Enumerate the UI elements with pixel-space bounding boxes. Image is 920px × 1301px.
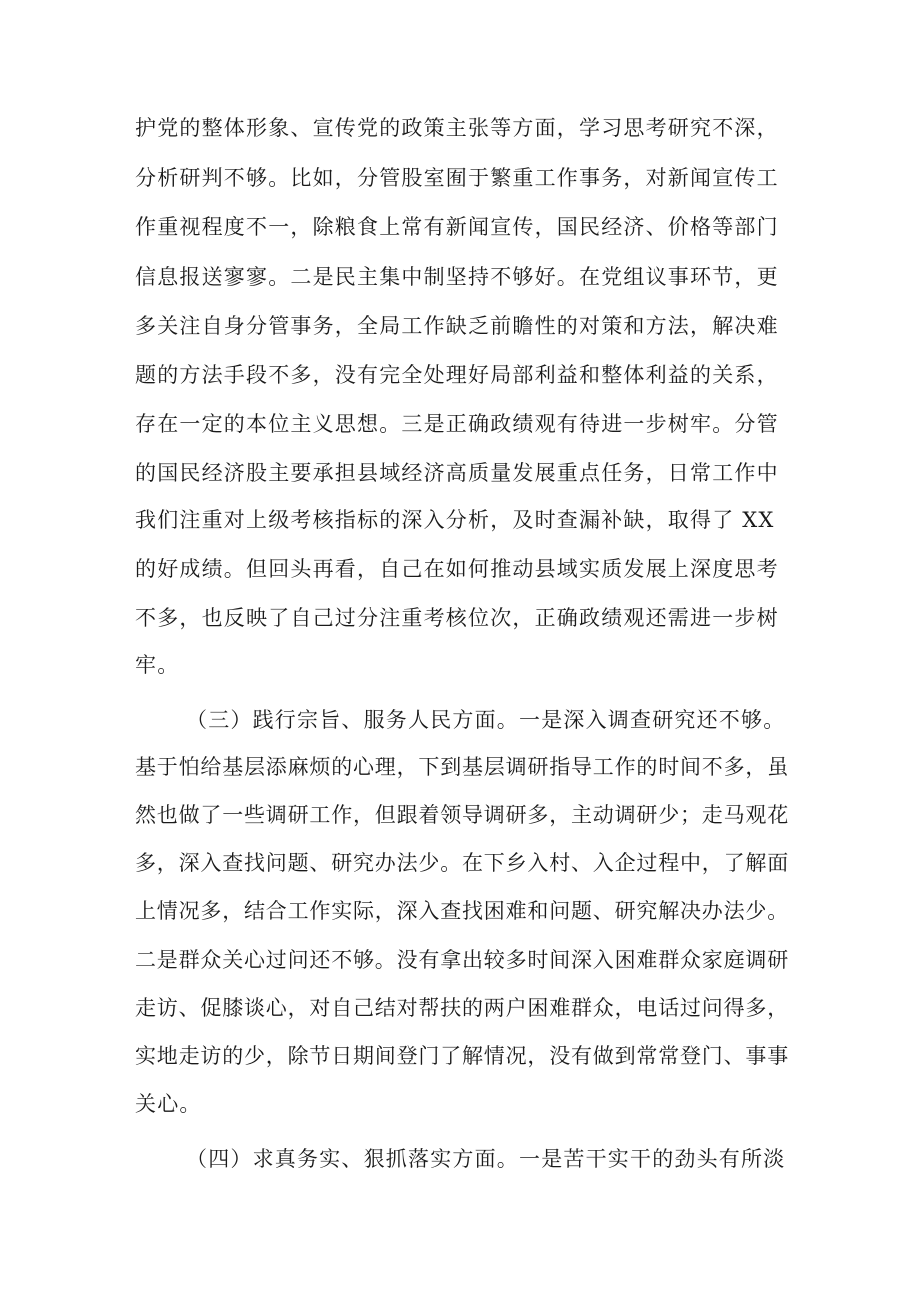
paragraph-line: 牢。 xyxy=(135,653,180,677)
paragraph-line: 分析研判不够。比如，分管股室囿于繁重工作事务，对新闻宣传工 xyxy=(135,166,779,190)
paragraph-line: 实地走访的少，除节日期间登门了解情况，没有做到常常登门、事事 xyxy=(135,1044,789,1068)
paragraph-line: 的好成绩。但回头再看，自己在如何推动县域实质发展上深度思考 xyxy=(135,557,779,581)
paragraph-line: 走访、促膝谈心，对自己结对帮扶的两户困难群众，电话过问得多， xyxy=(135,996,789,1020)
paragraph-line: 护党的整体形象、宣传党的政策主张等方面，学习思考研究不深， xyxy=(135,116,779,140)
paragraph-line: 作重视程度不一，除粮食上常有新闻宣传，国民经济、价格等部门 xyxy=(135,215,779,239)
paragraph-line: 关心。 xyxy=(135,1092,202,1116)
paragraph-line: 多，深入查找问题、研究办法少。在下乡入村、入企过程中，了解面 xyxy=(135,851,789,875)
paragraph-line: 我们注重对上级考核指标的深入分析，及时查漏补缺，取得了 XX xyxy=(135,508,775,532)
paragraph-line: 多关注自身分管事务，全局工作缺乏前瞻性的对策和方法，解决难 xyxy=(135,314,779,338)
paragraph-line: 不多，也反映了自己过分注重考核位次，正确政绩观还需进一步树 xyxy=(135,606,779,630)
paragraph-line: 存在一定的本位主义思想。三是正确政绩观有待进一步树牢。分管 xyxy=(135,412,779,436)
paragraph-line: （三）践行宗旨、服务人民方面。一是深入调查研究还不够。 xyxy=(186,708,786,732)
paragraph-line: 信息报送寥寥。二是民主集中制坚持不够好。在党组议事环节，更 xyxy=(135,265,779,289)
paragraph-line: 题的方法手段不多，没有完全处理好局部利益和整体利益的关系， xyxy=(135,363,779,387)
paragraph-line: 基于怕给基层添麻烦的心理，下到基层调研指导工作的时间不多，虽 xyxy=(135,755,789,779)
paragraph-line: 然也做了一些调研工作，但跟着领导调研多，主动调研少；走马观花 xyxy=(135,803,789,827)
paragraph-line: 的国民经济股主要承担县域经济高质量发展重点任务，日常工作中 xyxy=(135,461,779,485)
paragraph-line: 二是群众关心过问还不够。没有拿出较多时间深入困难群众家庭调研 xyxy=(135,948,789,972)
paragraph-line: 上情况多，结合工作实际，深入查找困难和问题、研究解决办法少。 xyxy=(135,899,789,923)
paragraph-line: （四）求真务实、狠抓落实方面。一是苦干实干的劲头有所淡 xyxy=(186,1147,786,1171)
